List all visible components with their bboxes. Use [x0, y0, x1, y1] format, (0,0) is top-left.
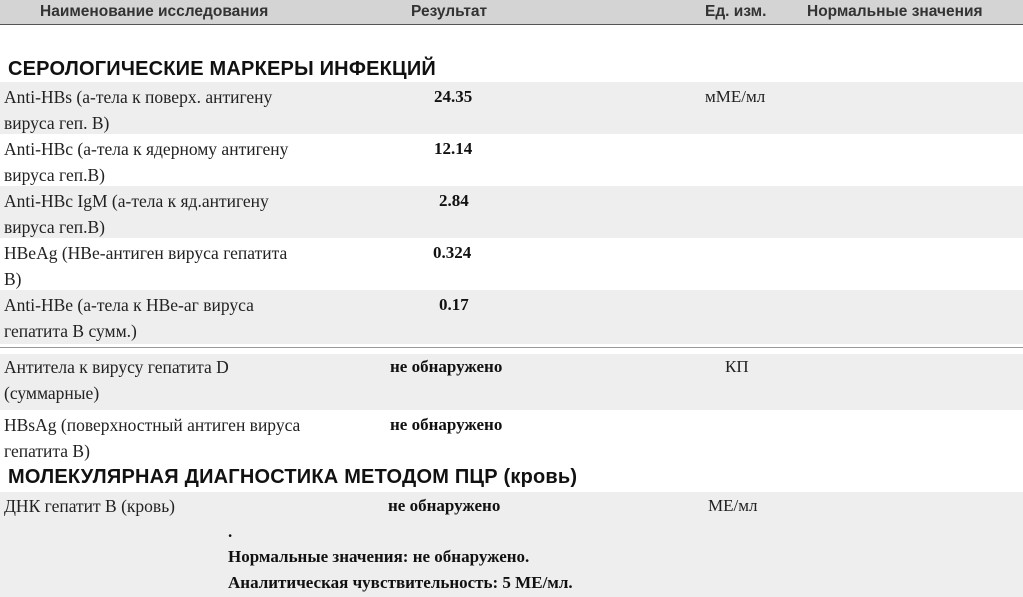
test-name-line2: гепатита В) [4, 441, 90, 461]
test-name [4, 188, 349, 240]
test-name [4, 240, 349, 292]
unit-value: мМЕ/мл [705, 87, 766, 106]
test-name-line2: вируса геп.В) [4, 217, 105, 237]
test-name: ДНК гепатит В (кровь) [4, 496, 176, 516]
note-normal-values: Нормальные значения: не обнаружено. [228, 547, 530, 566]
test-name-line1: Anti-HBs (а-тела к поверх. антигену [4, 87, 273, 107]
test-name-line1: HBsAg (поверхностный антиген вируса [4, 415, 301, 435]
result-value: 0.324 [433, 243, 472, 262]
column-header-name: Наименование исследования [40, 3, 269, 20]
row-divider [0, 347, 1023, 348]
test-name-line1: Anti-HBc IgM (а-тела к яд.антигену [4, 191, 269, 211]
test-name-line1: Anti-HBc (а-тела к ядерному антигену [4, 139, 289, 159]
test-name-line2: вируса геп. В) [4, 113, 110, 133]
test-name-line2: В) [4, 269, 22, 289]
test-name [4, 412, 349, 464]
test-name-line2: (суммарные) [4, 383, 100, 403]
test-name [4, 354, 349, 406]
result-value: 2.84 [439, 191, 469, 210]
test-name-line2: вируса геп.В) [4, 165, 105, 185]
test-name-line1: Антитела к вирусу гепатита D [4, 357, 229, 377]
result-value: 12.14 [434, 139, 473, 158]
section-title-serology: СЕРОЛОГИЧЕСКИЕ МАРКЕРЫ ИНФЕКЦИЙ [8, 58, 436, 80]
test-name [4, 84, 349, 136]
column-header-unit: Ед. изм. [705, 3, 767, 20]
result-value: 0.17 [439, 295, 469, 314]
test-name-line1: HBeAg (HBe-антиген вируса гепатита [4, 243, 288, 263]
section-title-pcr: МОЛЕКУЛЯРНАЯ ДИАГНОСТИКА МЕТОДОМ ПЦР (кровь) [8, 466, 578, 488]
test-name-line2: гепатита В сумм.) [4, 321, 137, 341]
result-value: не обнаружено [388, 496, 501, 515]
test-name [4, 292, 349, 344]
test-name-line1: Anti-HBe (а-тела к HBe-аг вируса [4, 295, 254, 315]
result-value: не обнаружено [390, 357, 503, 376]
note-dot: . [228, 522, 233, 541]
unit-value: МЕ/мл [708, 496, 758, 515]
test-name [4, 136, 349, 188]
result-value: не обнаружено [390, 415, 503, 434]
result-value: 24.35 [434, 87, 473, 106]
note-sensitivity: Аналитическая чувствительность: 5 МЕ/мл. [228, 573, 573, 592]
column-header-result: Результат [411, 3, 488, 20]
column-header-norm: Нормальные значения [807, 3, 983, 20]
unit-value: КП [725, 357, 749, 376]
